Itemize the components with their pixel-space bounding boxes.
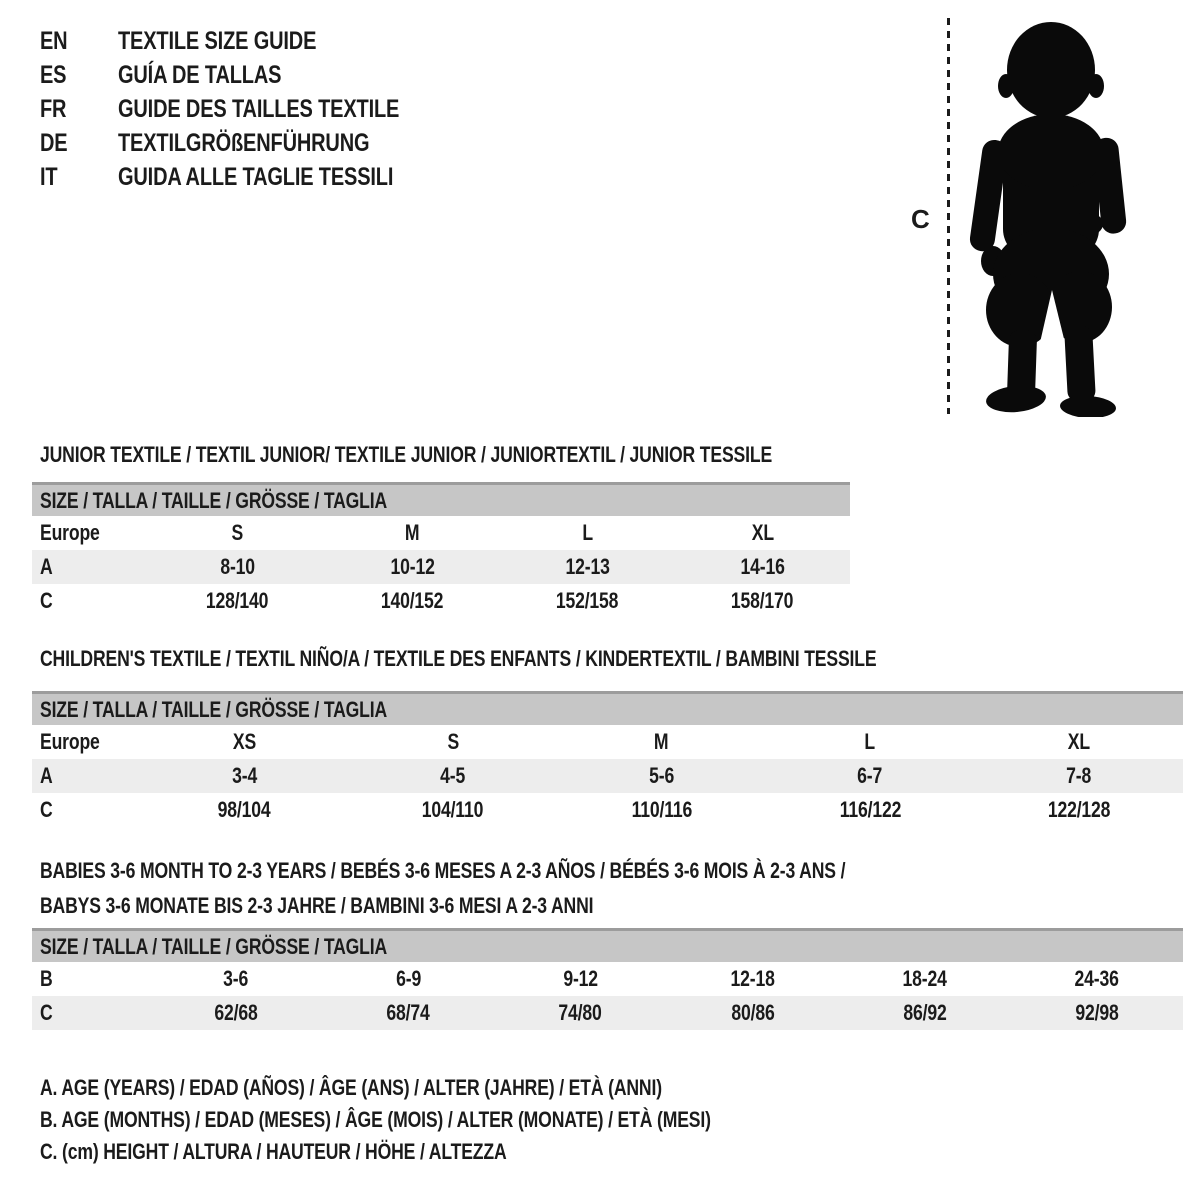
cell-value-text: 8-10 <box>220 554 255 579</box>
cell-value <box>557 725 766 759</box>
row-label-text: A <box>40 554 53 579</box>
cell-value <box>675 516 850 550</box>
cell-value-text: L <box>864 729 876 754</box>
row-label <box>32 759 140 793</box>
junior-size-table <box>32 482 850 618</box>
junior-section-title <box>40 437 955 472</box>
cell-value <box>325 584 500 618</box>
table-row-c <box>32 996 1183 1030</box>
section-title-text: BABYS 3-6 MONATE BIS 2-3 JAHRE / BAMBINI 3-6 MESI A 2-3 ANNI <box>40 893 594 918</box>
cell-value-text: M <box>405 520 420 545</box>
children-size-table <box>32 691 1183 827</box>
cell-value-text: 98/104 <box>217 797 271 822</box>
cell-value <box>322 996 494 1030</box>
cell-value-text: 110/116 <box>631 797 692 822</box>
language-code: EN <box>40 27 68 55</box>
cell-value-text: XL <box>751 520 774 545</box>
cell-value <box>839 996 1011 1030</box>
cell-value-text: XL <box>1067 729 1090 754</box>
cell-value-text: 14-16 <box>740 554 785 579</box>
cell-value-text: 122/128 <box>1047 797 1110 822</box>
cell-value-text: L <box>582 520 593 545</box>
cell-value-text: 158/170 <box>731 588 794 613</box>
section-title-line <box>40 641 1086 676</box>
cell-value <box>667 962 839 996</box>
children-section-title <box>40 641 1086 676</box>
row-label <box>32 725 140 759</box>
cell-value-text: 5-6 <box>648 763 674 788</box>
cell-value <box>974 725 1183 759</box>
cell-value <box>140 793 349 827</box>
cell-value <box>325 516 500 550</box>
size-header-label: SIZE / TALLA / TAILLE / GRÖSSE / TAGLIA <box>40 934 388 959</box>
cell-value-text: 62/68 <box>214 1000 258 1025</box>
cell-value <box>140 725 349 759</box>
row-label <box>32 550 150 584</box>
cell-value <box>150 584 325 618</box>
cell-value <box>974 759 1183 793</box>
row-label <box>32 793 140 827</box>
table-row-b <box>32 962 1183 996</box>
cell-value-text: 3-6 <box>223 966 249 991</box>
cell-value <box>766 793 975 827</box>
table-row-c <box>32 584 850 618</box>
cell-value <box>150 962 322 996</box>
babies-size-table <box>32 928 1183 1030</box>
cell-value-text: 7-8 <box>1066 763 1092 788</box>
row-label-text: Europe <box>40 729 100 754</box>
cell-value-text: XS <box>232 729 256 754</box>
legend-line-b <box>40 1104 878 1136</box>
cell-value <box>349 793 558 827</box>
language-title: TEXTILE SIZE GUIDE <box>118 27 317 55</box>
cell-value-text: S <box>447 729 459 754</box>
row-label <box>32 516 150 550</box>
height-figure <box>905 12 1195 422</box>
language-title: TEXTILGRÖßENFÜHRUNG <box>118 129 370 157</box>
table-rows <box>32 962 1183 1030</box>
cell-value <box>494 996 666 1030</box>
cell-value <box>150 550 325 584</box>
legend-text: B. AGE (MONTHS) / EDAD (MESES) / ÂGE (MOIS) / ALTER (MONATE) / ETÀ (MESI) <box>40 1107 711 1132</box>
cell-value <box>766 725 975 759</box>
language-title-list <box>40 24 470 194</box>
cell-value-text: 86/92 <box>903 1000 947 1025</box>
language-title: GUIDA ALLE TAGLIE TESSILI <box>118 163 394 191</box>
row-label <box>32 962 150 996</box>
cell-value-text: M <box>654 729 669 754</box>
cell-value <box>667 996 839 1030</box>
cell-value-text: 3-4 <box>231 763 257 788</box>
height-dashed-line <box>947 18 950 414</box>
row-label-text: B <box>40 966 53 991</box>
cell-value <box>974 793 1183 827</box>
section-title-line <box>40 853 1047 888</box>
legend-line-a <box>40 1072 878 1104</box>
legend-text: C. (cm) HEIGHT / ALTURA / HAUTEUR / HÖHE / ALTEZZA <box>40 1139 507 1164</box>
language-code: IT <box>40 163 58 191</box>
size-header-band <box>32 482 850 516</box>
table-row-a <box>32 759 1183 793</box>
cell-value-text: 12-18 <box>730 966 775 991</box>
cell-value <box>500 550 675 584</box>
language-code: FR <box>40 95 67 123</box>
row-label-text: C <box>40 1000 53 1025</box>
cell-value-text: 92/98 <box>1075 1000 1119 1025</box>
table-rows <box>32 516 850 618</box>
legend-line-c <box>40 1136 878 1168</box>
cell-value-text: 74/80 <box>558 1000 603 1025</box>
row-label-text: C <box>40 588 53 613</box>
row-label <box>32 584 150 618</box>
cell-value <box>1011 996 1183 1030</box>
cell-value <box>500 584 675 618</box>
language-row <box>40 126 470 160</box>
cell-value-text: 128/140 <box>206 588 269 613</box>
section-title-line <box>40 437 955 472</box>
cell-value-text: 140/152 <box>381 588 444 613</box>
table-row-c <box>32 793 1183 827</box>
cell-value <box>839 962 1011 996</box>
cell-value-text: 68/74 <box>386 1000 430 1025</box>
size-header-label: SIZE / TALLA / TAILLE / GRÖSSE / TAGLIA <box>40 488 388 513</box>
cell-value-text: 80/86 <box>730 1000 775 1025</box>
row-label-text: C <box>40 797 53 822</box>
cell-value-text: 18-24 <box>902 966 947 991</box>
cell-value-text: 6-9 <box>395 966 421 991</box>
cell-value <box>557 793 766 827</box>
size-header-band <box>32 691 1183 725</box>
cell-value-text: 116/122 <box>839 797 901 822</box>
language-row <box>40 58 470 92</box>
cell-value-text: 24-36 <box>1074 966 1120 991</box>
table-rows <box>32 725 1183 827</box>
table-row-europe <box>32 725 1183 759</box>
language-row <box>40 160 470 194</box>
cell-value-text: 104/110 <box>422 797 484 822</box>
section-title-text: CHILDREN'S TEXTILE / TEXTIL NIÑO/A / TEXTILE DES ENFANTS / KINDERTEXTIL / BAMBINI TESSILE <box>40 646 877 671</box>
cell-value <box>150 516 325 550</box>
cell-value <box>494 962 666 996</box>
cell-value <box>675 550 850 584</box>
cell-value <box>766 759 975 793</box>
legend-text: A. AGE (YEARS) / EDAD (AÑOS) / ÂGE (ANS) / ALTER (JAHRE) / ETÀ (ANNI) <box>40 1075 662 1100</box>
language-title: GUIDE DES TAILLES TEXTILE <box>118 95 400 123</box>
language-title: GUÍA DE TALLAS <box>118 61 282 89</box>
cell-value-text: 10-12 <box>390 554 435 579</box>
row-label-text: A <box>40 763 53 788</box>
cell-value-text: 12-13 <box>565 554 610 579</box>
row-label-text: Europe <box>40 520 100 545</box>
measure-c-label: C <box>911 204 930 234</box>
size-header-label: SIZE / TALLA / TAILLE / GRÖSSE / TAGLIA <box>40 697 388 722</box>
cell-value <box>140 759 349 793</box>
cell-value-text: 9-12 <box>563 966 598 991</box>
cell-value-text: S <box>231 520 244 545</box>
cell-value-text: 152/158 <box>556 588 619 613</box>
babies-section-title <box>40 853 1047 923</box>
section-title-line <box>40 888 1047 923</box>
cell-value <box>1011 962 1183 996</box>
section-title-text: BABIES 3-6 MONTH TO 2-3 YEARS / BEBÉS 3-6 MESES A 2-3 AÑOS / BÉBÉS 3-6 MOIS À 2-3 ANS / <box>40 858 846 883</box>
cell-value <box>557 759 766 793</box>
cell-value <box>349 725 558 759</box>
cell-value <box>150 996 322 1030</box>
legend <box>40 1072 878 1168</box>
cell-value <box>325 550 500 584</box>
language-row <box>40 92 470 126</box>
size-header-band <box>32 928 1183 962</box>
language-code: DE <box>40 129 68 157</box>
row-label <box>32 996 150 1030</box>
cell-value <box>349 759 558 793</box>
language-code: ES <box>40 61 67 89</box>
table-row-a <box>32 550 850 584</box>
table-row-europe <box>32 516 850 550</box>
cell-value <box>675 584 850 618</box>
language-row <box>40 24 470 58</box>
cell-value <box>322 962 494 996</box>
cell-value-text: 6-7 <box>857 763 883 788</box>
cell-value-text: 4-5 <box>440 763 466 788</box>
cell-value <box>500 516 675 550</box>
section-title-text: JUNIOR TEXTILE / TEXTIL JUNIOR/ TEXTILE JUNIOR / JUNIORTEXTIL / JUNIOR TESSILE <box>40 442 773 467</box>
toddler-silhouette-icon <box>967 12 1142 417</box>
